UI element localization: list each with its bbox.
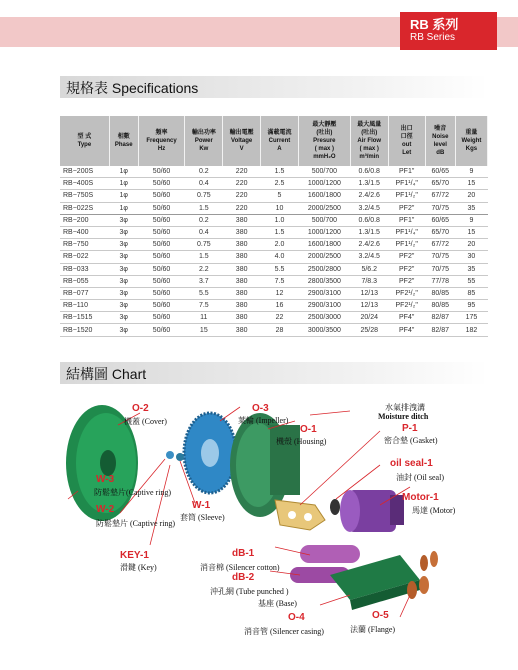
sleeve-part xyxy=(176,453,184,461)
oil-seal-part xyxy=(330,499,340,515)
table-row xyxy=(60,300,488,312)
table-cell: 16 xyxy=(261,300,299,312)
part-label-oil-seal: 油封 (Oil seal) xyxy=(396,473,444,482)
part-code-db1: dB-1 xyxy=(232,548,255,559)
table-cell: RB−1515 xyxy=(60,312,109,324)
table-cell: 380 xyxy=(223,300,261,312)
table-cell: 77/78 xyxy=(425,275,455,287)
table-cell: 3.7 xyxy=(185,275,223,287)
part-code-o3: O-3 xyxy=(252,403,269,414)
table-cell: PF2" xyxy=(388,251,425,263)
specs-column-header xyxy=(138,116,185,166)
part-code-o2: O-2 xyxy=(132,403,149,414)
part-code-p1: P-1 xyxy=(402,423,418,434)
part-label-sleeve: 套筒 (Sleeve) xyxy=(180,513,225,522)
table-cell: 2800/3500 xyxy=(298,275,350,287)
table-cell: PF2¹/₂" xyxy=(388,300,425,312)
table-cell: 500/700 xyxy=(298,214,350,226)
specs-column-header xyxy=(185,116,223,166)
table-cell: 1.5 xyxy=(185,202,223,214)
table-cell: 3φ xyxy=(109,226,138,238)
table-cell: 55 xyxy=(455,275,487,287)
table-cell: PF2¹/₂" xyxy=(388,287,425,299)
table-cell: 7.5 xyxy=(185,300,223,312)
table-cell: PF1¹/₂" xyxy=(388,239,425,251)
table-cell: 2500/3000 xyxy=(298,312,350,324)
table-cell: 12/13 xyxy=(350,300,388,312)
part-label-moisture-en: Moisture ditch xyxy=(378,412,429,421)
table-cell: RB−200S xyxy=(60,166,109,178)
table-row xyxy=(60,202,488,214)
table-row xyxy=(60,166,488,178)
part-code-w1: W-1 xyxy=(192,500,211,511)
table-cell: 9 xyxy=(455,214,487,226)
table-cell: 380 xyxy=(223,324,261,336)
table-cell: 1.3/1.5 xyxy=(350,226,388,238)
table-row xyxy=(60,178,488,190)
table-row xyxy=(60,287,488,299)
part-label-tube-punched: 沖孔網 (Tube punched ) xyxy=(210,587,289,596)
column-header-line: 噪音 xyxy=(434,126,447,132)
table-cell: 50/60 xyxy=(138,166,185,178)
column-header-line: out xyxy=(402,142,412,148)
column-header-line: Voltage xyxy=(231,138,253,144)
table-row xyxy=(60,214,488,226)
table-cell: 80/85 xyxy=(425,287,455,299)
table-cell: 15 xyxy=(455,226,487,238)
table-cell: 1.5 xyxy=(185,251,223,263)
table-cell: 380 xyxy=(223,251,261,263)
table-cell: 0.6/0.8 xyxy=(350,166,388,178)
table-cell: 0.4 xyxy=(185,226,223,238)
table-cell: 3.2/4.5 xyxy=(350,202,388,214)
table-row xyxy=(60,251,488,263)
table-cell: PF2" xyxy=(388,275,425,287)
column-header-line: 最大靜壓 xyxy=(312,122,337,128)
table-cell: 2.5 xyxy=(261,178,299,190)
table-cell: 50/60 xyxy=(138,324,185,336)
table-cell: 12 xyxy=(261,287,299,299)
part-label-base: 基座 (Base) xyxy=(258,599,297,608)
part-code-o4: O-4 xyxy=(288,612,305,623)
column-header-line: Type xyxy=(77,142,92,148)
table-cell: 1φ xyxy=(109,178,138,190)
table-cell: 22 xyxy=(261,312,299,324)
table-cell: 1000/1200 xyxy=(298,226,350,238)
part-label-silencer-casing: 消音管 (Silencer casing) xyxy=(244,627,324,636)
column-header-line: ( max ) xyxy=(359,146,379,152)
column-header-line: 輸出功率 xyxy=(191,130,216,136)
table-cell: 7.5 xyxy=(261,275,299,287)
table-cell: 60/65 xyxy=(425,166,455,178)
table-cell: PF1¹/₄" xyxy=(388,226,425,238)
column-header-line: (吐出) xyxy=(316,130,333,136)
table-cell: RB−200 xyxy=(60,214,109,226)
table-cell: 380 xyxy=(223,275,261,287)
table-cell: 2.0 xyxy=(261,239,299,251)
part-label-silencer-cotton: 消音棉 (Silencer cotton) xyxy=(200,563,280,572)
table-cell: 220 xyxy=(223,178,261,190)
part-label-cover: 機蓋 (Cover) xyxy=(124,417,167,426)
table-cell: 15 xyxy=(455,178,487,190)
table-cell: 380 xyxy=(223,263,261,275)
table-cell: PF1¹/₂" xyxy=(388,190,425,202)
table-cell: 50/60 xyxy=(138,202,185,214)
table-cell: RB−022 xyxy=(60,251,109,263)
table-cell: 380 xyxy=(223,226,261,238)
column-header-line: Power xyxy=(194,138,213,144)
table-row xyxy=(60,226,488,238)
table-cell: RB−022S xyxy=(60,202,109,214)
table-cell: PF1¹/₄" xyxy=(388,178,425,190)
specs-column-header xyxy=(350,116,388,166)
specs-table xyxy=(60,116,488,337)
table-cell: 20 xyxy=(455,239,487,251)
series-title: RB 系列 xyxy=(410,17,459,32)
specs-title: 規格表 Specifications xyxy=(66,80,199,96)
table-cell: RB−055 xyxy=(60,275,109,287)
table-cell: 82/87 xyxy=(425,324,455,336)
table-cell: PF4" xyxy=(388,312,425,324)
table-cell: RB−1520 xyxy=(60,324,109,336)
part-label-captive-ring-2: 防鬆墊片 (Captive ring) xyxy=(96,519,176,528)
column-header-line: Current xyxy=(268,138,291,144)
table-cell: 85 xyxy=(455,287,487,299)
part-label-flange: 法蘭 (Flange) xyxy=(350,625,396,634)
specs-column-header xyxy=(388,116,425,166)
part-code-oil-seal: oil seal-1 xyxy=(390,458,433,469)
column-header-line: 出口 xyxy=(400,126,413,132)
column-header-line: Frequency xyxy=(146,138,177,144)
column-header-line: 口徑 xyxy=(400,134,413,140)
table-cell: 65/70 xyxy=(425,226,455,238)
table-cell: 3φ xyxy=(109,324,138,336)
part-code-key: KEY-1 xyxy=(120,550,149,561)
table-cell: PF4" xyxy=(388,324,425,336)
table-cell: 1600/1800 xyxy=(298,239,350,251)
table-cell: 65/70 xyxy=(425,178,455,190)
table-cell: 500/700 xyxy=(298,166,350,178)
table-cell: 2.2 xyxy=(185,263,223,275)
table-cell: 1φ xyxy=(109,166,138,178)
table-row xyxy=(60,312,488,324)
column-header-line: m³/min xyxy=(359,154,380,160)
table-cell: 20 xyxy=(455,190,487,202)
table-cell: 7/8.3 xyxy=(350,275,388,287)
table-cell: 3φ xyxy=(109,312,138,324)
column-header-line: Phase xyxy=(114,142,133,148)
table-cell: 70/75 xyxy=(425,251,455,263)
table-cell: 67/72 xyxy=(425,239,455,251)
part-code-db2: dB-2 xyxy=(232,572,255,583)
table-cell: 35 xyxy=(455,263,487,275)
part-label-gasket: 密合墊 (Gasket) xyxy=(384,436,438,445)
table-cell: 1600/1800 xyxy=(298,190,350,202)
table-cell: 5 xyxy=(261,190,299,202)
part-code-w2: W-2 xyxy=(96,504,115,515)
table-cell: 50/60 xyxy=(138,178,185,190)
table-cell: 0.75 xyxy=(185,190,223,202)
table-cell: 1.0 xyxy=(261,214,299,226)
table-cell: 220 xyxy=(223,166,261,178)
table-cell: 11 xyxy=(185,312,223,324)
table-cell: 0.2 xyxy=(185,214,223,226)
column-header-line: 相數 xyxy=(117,134,130,140)
table-cell: 3φ xyxy=(109,239,138,251)
table-cell: 0.75 xyxy=(185,239,223,251)
table-cell: 175 xyxy=(455,312,487,324)
specs-column-header xyxy=(60,116,109,166)
table-row xyxy=(60,275,488,287)
column-header-line: Let xyxy=(402,150,412,156)
part-label-housing: 機殼 (Housing) xyxy=(276,437,327,446)
table-cell: 80/85 xyxy=(425,300,455,312)
table-cell: 2.4/2.6 xyxy=(350,190,388,202)
table-cell: 50/60 xyxy=(138,263,185,275)
table-cell: 5.5 xyxy=(185,287,223,299)
column-header-line: mmH₂O xyxy=(313,154,336,160)
column-header-line: 最大風量 xyxy=(357,122,382,128)
table-cell: 1φ xyxy=(109,190,138,202)
table-cell: 380 xyxy=(223,239,261,251)
table-cell: 3φ xyxy=(109,287,138,299)
table-cell: 67/72 xyxy=(425,190,455,202)
captive-ring-part xyxy=(166,451,174,459)
table-cell: 50/60 xyxy=(138,300,185,312)
table-cell: RB−077 xyxy=(60,287,109,299)
table-cell: 50/60 xyxy=(138,251,185,263)
table-row xyxy=(60,263,488,275)
table-cell: 2000/2500 xyxy=(298,202,350,214)
table-cell: 220 xyxy=(223,202,261,214)
table-cell: 1.5 xyxy=(261,226,299,238)
table-row xyxy=(60,190,488,202)
specs-column-header xyxy=(425,116,455,166)
column-header-line: (吐出) xyxy=(361,130,378,136)
table-cell: 25/28 xyxy=(350,324,388,336)
table-cell: RB−400S xyxy=(60,178,109,190)
part-code-w3: W-3 xyxy=(96,474,115,485)
table-cell: 380 xyxy=(223,214,261,226)
table-cell: PF2" xyxy=(388,202,425,214)
column-header-line: Noise xyxy=(432,134,449,140)
table-cell: 50/60 xyxy=(138,239,185,251)
table-row xyxy=(60,239,488,251)
chart-title: 結構圖 Chart xyxy=(66,366,147,382)
table-cell: 95 xyxy=(455,300,487,312)
table-cell: 50/60 xyxy=(138,190,185,202)
table-cell: 50/60 xyxy=(138,226,185,238)
table-cell: 5/6.2 xyxy=(350,263,388,275)
table-cell: 50/60 xyxy=(138,312,185,324)
table-cell: RB−750S xyxy=(60,190,109,202)
column-header-line: Kgs xyxy=(465,146,478,152)
column-header-line: 重量 xyxy=(465,130,478,136)
table-cell: 380 xyxy=(223,312,261,324)
table-cell: 35 xyxy=(455,202,487,214)
column-header-line: A xyxy=(277,146,282,152)
impeller-part xyxy=(184,413,236,493)
table-cell: 20/24 xyxy=(350,312,388,324)
table-cell: 50/60 xyxy=(138,275,185,287)
column-header-line: ( max ) xyxy=(314,146,335,152)
table-cell: 3φ xyxy=(109,263,138,275)
table-cell: 4.0 xyxy=(261,251,299,263)
part-code-o1: O-1 xyxy=(300,424,317,435)
table-cell: 1.5 xyxy=(261,166,299,178)
table-cell: 3φ xyxy=(109,214,138,226)
table-cell: 3000/3500 xyxy=(298,324,350,336)
table-cell: 2000/2500 xyxy=(298,251,350,263)
table-cell: 50/60 xyxy=(138,287,185,299)
table-cell: 50/60 xyxy=(138,214,185,226)
column-header-line: 頻率 xyxy=(155,130,168,136)
table-cell: 12/13 xyxy=(350,287,388,299)
chart-section-bar xyxy=(60,362,488,384)
table-cell: 3φ xyxy=(109,275,138,287)
part-label-impeller: 葉輪 (Impeller) xyxy=(238,416,289,425)
table-cell: PF1" xyxy=(388,166,425,178)
table-cell: 1φ xyxy=(109,202,138,214)
column-header-line: Kw xyxy=(199,146,209,152)
part-label-captive-ring-3: 防鬆墊片(Captive ring) xyxy=(94,488,172,497)
table-cell: 0.4 xyxy=(185,178,223,190)
table-cell: PF2" xyxy=(388,263,425,275)
specs-column-header xyxy=(261,116,299,166)
table-cell: 5.5 xyxy=(261,263,299,275)
table-cell: 3φ xyxy=(109,300,138,312)
column-header-line: Hz xyxy=(157,146,166,152)
part-code-o5: O-5 xyxy=(372,610,389,621)
table-cell: 2900/3100 xyxy=(298,300,350,312)
table-cell: 1000/1200 xyxy=(298,178,350,190)
table-cell: 82/87 xyxy=(425,312,455,324)
table-cell: 182 xyxy=(455,324,487,336)
column-header-line: V xyxy=(239,146,244,152)
specs-column-header xyxy=(298,116,350,166)
table-cell: 2500/2800 xyxy=(298,263,350,275)
part-code-motor: Motor-1 xyxy=(402,492,439,503)
column-header-line: Air Flow xyxy=(357,138,382,144)
series-subtitle: RB Series xyxy=(410,32,456,43)
specs-section-bar xyxy=(60,76,488,98)
table-cell: 380 xyxy=(223,287,261,299)
table-cell: RB−033 xyxy=(60,263,109,275)
table-cell: 9 xyxy=(455,166,487,178)
table-cell: RB−400 xyxy=(60,226,109,238)
table-cell: PF1" xyxy=(388,214,425,226)
table-cell: 3φ xyxy=(109,251,138,263)
part-label-key: 滑鍵 (Key) xyxy=(120,563,157,572)
table-cell: 220 xyxy=(223,190,261,202)
column-header-line: 型 式 xyxy=(77,134,92,140)
table-row xyxy=(60,324,488,336)
table-cell: 30 xyxy=(455,251,487,263)
part-label-moisture-cn: 水氣排洩溝 xyxy=(385,403,425,412)
specs-header-row xyxy=(60,116,488,166)
part-label-motor: 馬達 (Motor) xyxy=(412,506,456,515)
table-cell: 10 xyxy=(261,202,299,214)
table-cell: 28 xyxy=(261,324,299,336)
table-cell: 3.2/4.5 xyxy=(350,251,388,263)
table-cell: 2900/3100 xyxy=(298,287,350,299)
specs-column-header xyxy=(455,116,487,166)
column-header-line: level xyxy=(433,142,447,148)
table-cell: 60/65 xyxy=(425,214,455,226)
table-cell: 0.6/0.8 xyxy=(350,214,388,226)
column-header-line: 輸出電壓 xyxy=(229,130,254,136)
table-cell: RB−750 xyxy=(60,239,109,251)
table-cell: 70/75 xyxy=(425,202,455,214)
column-header-line: Weight xyxy=(461,138,482,144)
table-cell: 1.3/1.5 xyxy=(350,178,388,190)
specs-column-header xyxy=(109,116,138,166)
column-header-line: 滿載電流 xyxy=(267,130,292,136)
column-header-line: dB xyxy=(436,150,445,156)
specs-column-header xyxy=(223,116,261,166)
table-cell: 2.4/2.6 xyxy=(350,239,388,251)
column-header-line: Presure xyxy=(313,138,336,144)
table-cell: 70/75 xyxy=(425,263,455,275)
table-cell: 0.2 xyxy=(185,166,223,178)
table-cell: RB−110 xyxy=(60,300,109,312)
table-cell: 15 xyxy=(185,324,223,336)
